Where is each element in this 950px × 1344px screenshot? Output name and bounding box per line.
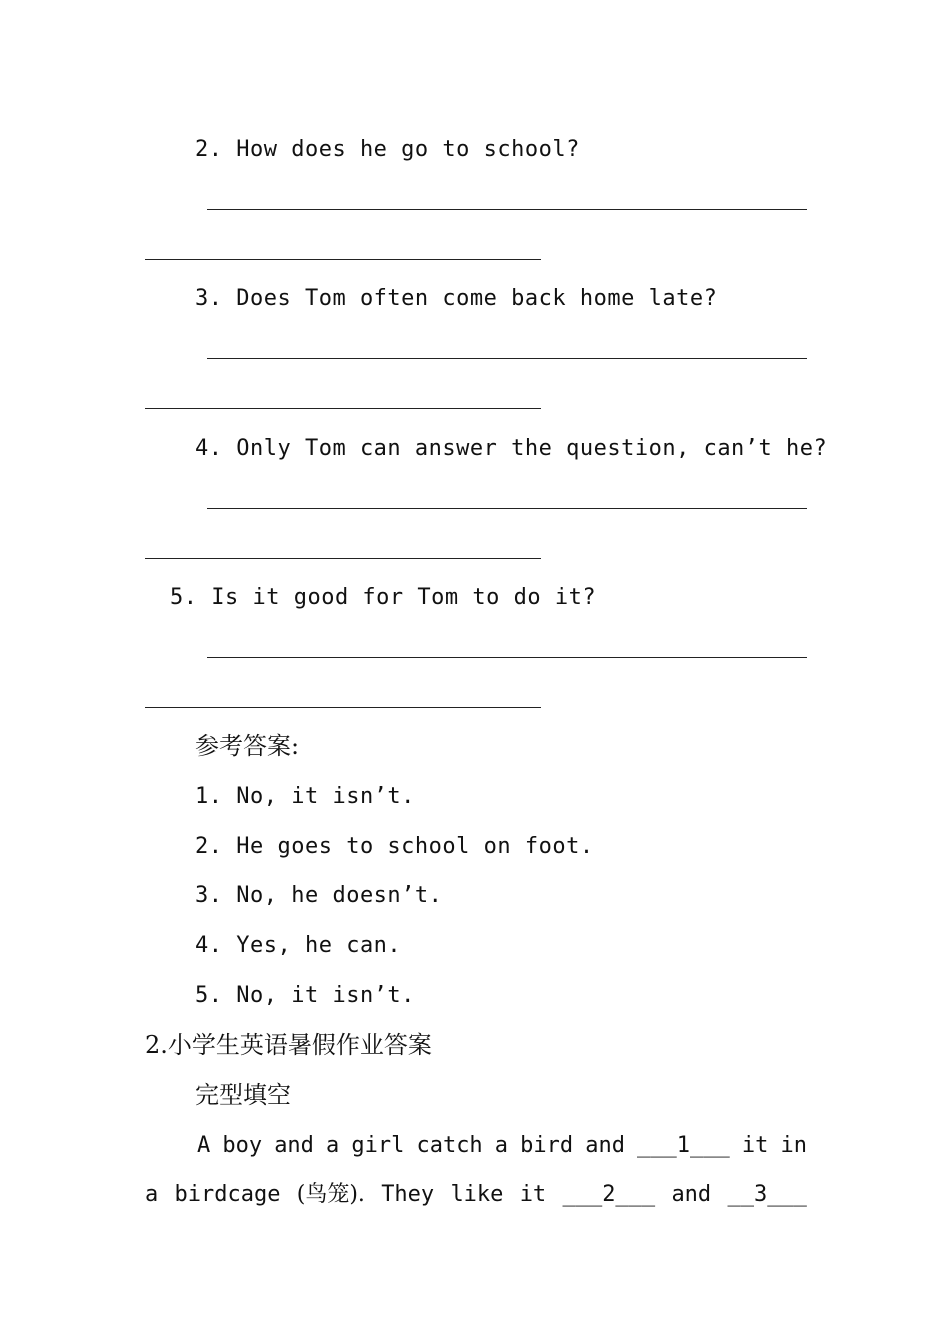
answer-item-2: 2. He goes to school on foot. — [195, 834, 594, 859]
cloze-word: They — [381, 1182, 435, 1207]
answer-item-4: 4. Yes, he can. — [195, 933, 402, 958]
cloze-word: it — [741, 1133, 769, 1158]
answer-line[interactable] — [145, 408, 541, 409]
question-2: 2. How does he go to school? — [195, 137, 580, 162]
cloze-word: like — [450, 1182, 504, 1207]
cloze-word: catch — [416, 1133, 483, 1158]
answer-line[interactable] — [207, 358, 807, 359]
cloze-word: A — [197, 1133, 211, 1158]
cloze-word: it — [519, 1182, 547, 1207]
section-title: 2.小学生英语暑假作业答案 — [145, 1031, 432, 1059]
answer-item-3: 3. No, he doesn’t. — [195, 883, 443, 908]
cloze-blank-1[interactable]: ___1___ — [637, 1133, 730, 1158]
cloze-paragraph-line-2 — [145, 1180, 807, 1210]
question-5: 5. Is it good for Tom to do it? — [170, 585, 597, 610]
answer-item-5: 5. No, it isn’t. — [195, 983, 415, 1008]
cloze-word: boy — [222, 1133, 263, 1158]
answers-heading: 参考答案: — [195, 732, 300, 760]
answer-item-1: 1. No, it isn’t. — [195, 784, 415, 809]
question-3: 3. Does Tom often come back home late? — [195, 286, 718, 311]
cloze-word: and — [671, 1182, 712, 1207]
cloze-word: and — [585, 1133, 625, 1158]
cloze-word: (鸟笼). — [296, 1182, 365, 1207]
answer-line[interactable] — [207, 657, 807, 658]
cloze-word: and — [274, 1133, 314, 1158]
answer-line[interactable] — [145, 259, 541, 260]
question-4: 4. Only Tom can answer the question, can’t he? — [195, 436, 828, 461]
cloze-blank-2[interactable]: ___2___ — [562, 1182, 656, 1207]
answer-line[interactable] — [207, 209, 807, 210]
cloze-word: a — [326, 1133, 340, 1158]
cloze-word: a — [494, 1133, 509, 1158]
cloze-paragraph-line-1 — [197, 1131, 807, 1161]
answer-line[interactable] — [207, 508, 807, 509]
answer-line[interactable] — [145, 558, 541, 559]
cloze-blank-3[interactable]: __3___ — [727, 1182, 807, 1207]
cloze-word: in — [780, 1133, 807, 1158]
cloze-word: birdcage — [174, 1182, 281, 1207]
cloze-word: girl — [351, 1133, 405, 1158]
answer-line[interactable] — [145, 707, 541, 708]
cloze-word: bird — [520, 1133, 574, 1158]
cloze-word: a — [145, 1182, 159, 1207]
section-subtitle: 完型填空 — [195, 1081, 291, 1109]
